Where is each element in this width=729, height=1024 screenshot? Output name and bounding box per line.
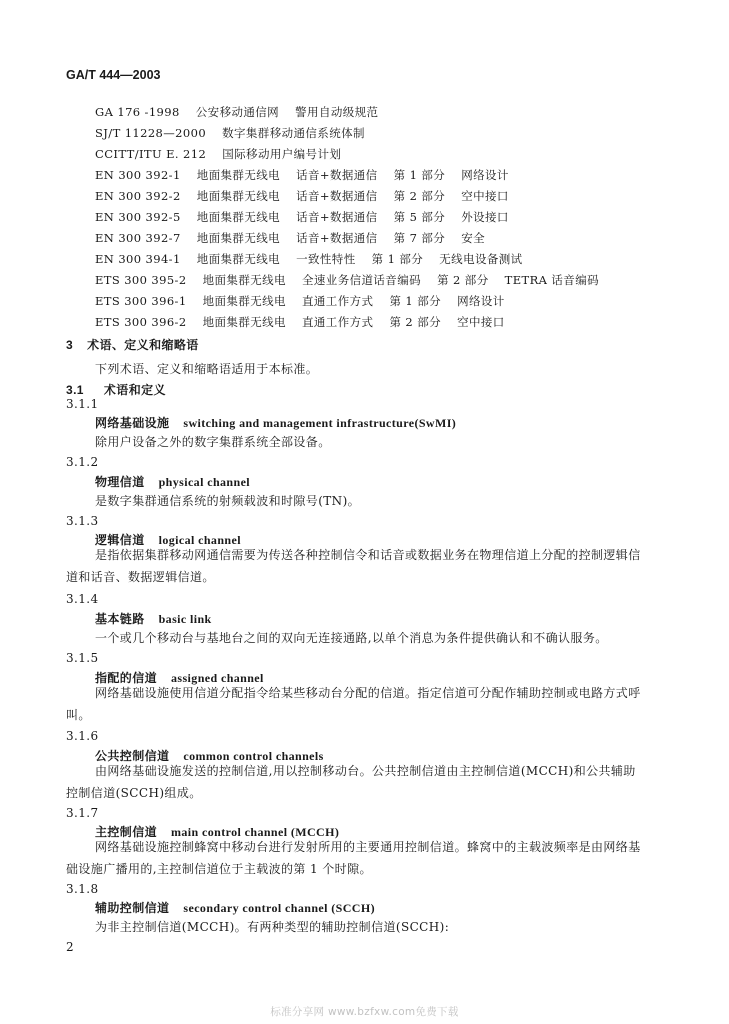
reference-title: 地面集群无线电 [196, 210, 281, 224]
term-definition: 为非主控制信道(MCCH)。有两种类型的辅助控制信道(SCCH): [95, 920, 450, 934]
reference-line [95, 293, 505, 309]
subsection-title: 术语和定义 [103, 383, 166, 397]
reference-title: 地面集群无线电 [196, 231, 281, 245]
term-number: 3.1.7 [66, 806, 99, 820]
reference-title: 无线电设备测试 [439, 252, 523, 266]
reference-line [95, 188, 509, 204]
reference-title: 直通工作方式 [302, 294, 374, 308]
reference-title: 第 2 部分 [393, 189, 446, 203]
term-name-en: main control channel (MCCH) [171, 825, 340, 839]
term-definition: 网络基础设施控制蜂窝中移动台进行发射所用的主要通用控制信道。蜂窝中的主载波频率是由网络基础设施广播用的,主控制信道位于主载波的第 1 个时隙。 [66, 840, 641, 876]
reference-title: 地面集群无线电 [196, 189, 281, 203]
reference-title: 一致性特性 [296, 252, 356, 266]
page-number: 2 [66, 940, 75, 954]
term-name-cn: 公共控制信道 [95, 749, 170, 763]
term-name-cn: 逻辑信道 [95, 533, 145, 547]
section-title: 术语、定义和缩略语 [87, 338, 199, 352]
reference-line [95, 251, 523, 267]
reference-title: 话音+数据通信 [296, 210, 378, 224]
reference-title: 网络设计 [457, 294, 505, 308]
term-definition: 除用户设备之外的数字集群系统全部设备。 [95, 435, 331, 449]
subsection-heading [66, 381, 166, 398]
reference-code: CCITT/ITU E. 212 [95, 147, 207, 161]
reference-title: 地面集群无线电 [202, 273, 286, 287]
term-heading [95, 473, 250, 490]
reference-title: 第 7 部分 [393, 231, 446, 245]
reference-code: ETS 300 396-2 [95, 315, 187, 329]
term-number: 3.1.8 [66, 882, 99, 896]
reference-title: 地面集群无线电 [196, 168, 281, 182]
term-name-cn: 辅助控制信道 [95, 901, 170, 915]
reference-title: 第 2 部分 [437, 273, 489, 287]
reference-title: 第 2 部分 [389, 315, 441, 329]
term-definition: 是数字集群通信系统的射频载波和时隙号(TN)。 [95, 494, 361, 508]
reference-line [95, 230, 485, 246]
reference-line [95, 146, 341, 162]
reference-code: EN 300 392-5 [95, 210, 181, 224]
term-number: 3.1.3 [66, 514, 99, 528]
reference-title: 第 1 部分 [371, 252, 424, 266]
reference-code: ETS 300 396-1 [95, 294, 187, 308]
reference-code: EN 300 392-2 [95, 189, 181, 203]
reference-title: 第 1 部分 [393, 168, 446, 182]
section-intro: 下列术语、定义和缩略语适用于本标准。 [95, 362, 319, 376]
reference-line [95, 314, 505, 330]
reference-title: 第 5 部分 [393, 210, 446, 224]
reference-code: EN 300 392-7 [95, 231, 181, 245]
reference-title: 国际移动用户编号计划 [222, 147, 342, 161]
term-name-en: secondary control channel (SCCH) [183, 901, 375, 915]
reference-title: 安全 [461, 231, 486, 245]
section-number: 3 [66, 338, 74, 352]
reference-title: 警用自动级规范 [295, 105, 379, 119]
reference-title: 空中接口 [457, 315, 505, 329]
reference-title: 全速业务信道话音编码 [302, 273, 421, 287]
term-number: 3.1.2 [66, 455, 99, 469]
term-heading [95, 610, 212, 627]
term-number: 3.1.1 [66, 397, 99, 411]
reference-line [95, 167, 509, 183]
reference-title: 地面集群无线电 [196, 252, 281, 266]
term-number: 3.1.4 [66, 592, 99, 606]
term-name-en: logical channel [158, 533, 241, 547]
reference-title: 话音+数据通信 [296, 168, 378, 182]
term-name-cn: 物理信道 [95, 475, 145, 489]
term-name-cn: 主控制信道 [95, 825, 158, 839]
reference-title: 话音+数据通信 [296, 189, 378, 203]
term-name-cn: 基本链路 [95, 612, 145, 626]
reference-title: 数字集群移动通信系统体制 [222, 126, 365, 140]
term-definition: 一个或几个移动台与基地台之间的双向无连接通路,以单个消息为条件提供确认和不确认服务。 [95, 631, 608, 645]
term-name-cn: 指配的信道 [95, 671, 158, 685]
term-heading [95, 414, 456, 431]
term-name-cn: 网络基础设施 [95, 416, 170, 430]
standard-number: GA/T 444—2003 [66, 68, 161, 82]
reference-title: 地面集群无线电 [202, 294, 286, 308]
reference-code: EN 300 392-1 [95, 168, 181, 182]
reference-title: 地面集群无线电 [202, 315, 286, 329]
reference-line [95, 104, 378, 120]
reference-code: ETS 300 395-2 [95, 273, 187, 287]
reference-code: EN 300 394-1 [95, 252, 181, 266]
term-heading [95, 899, 375, 916]
term-definition: 由网络基础设施发送的控制信道,用以控制移动台。公共控制信道由主控制信道(MCCH)和公共辅助控制信道(SCCH)组成。 [66, 764, 636, 800]
term-definition: 网络基础设施使用信道分配指令给某些移动台分配的信道。指定信道可分配作辅助控制或电路方式呼叫。 [66, 686, 641, 722]
footer-watermark: 标准分享网 www.bzfxw.com免费下载 [270, 1006, 459, 1018]
reference-line [95, 125, 365, 141]
term-name-en: common control channels [183, 749, 324, 763]
reference-code: SJ/T 11228—2000 [95, 126, 207, 140]
term-name-en: basic link [158, 612, 212, 626]
reference-title: TETRA 话音编码 [504, 273, 600, 287]
term-name-en: physical channel [158, 475, 251, 489]
reference-line [95, 272, 599, 288]
reference-title: 外设接口 [461, 210, 509, 224]
subsection-number: 3.1 [66, 383, 84, 397]
term-number: 3.1.5 [66, 651, 99, 665]
term-definition: 是指依据集群移动网通信需要为传送各种控制信令和话音或数据业务在物理信道上分配的控制逻辑信道和话音、数据逻辑信道。 [66, 548, 641, 584]
reference-title: 空中接口 [461, 189, 509, 203]
reference-title: 第 1 部分 [389, 294, 441, 308]
reference-title: 直通工作方式 [302, 315, 374, 329]
section-heading [66, 336, 199, 353]
reference-title: 话音+数据通信 [296, 231, 378, 245]
term-name-en: switching and management infrastructure(SwMI) [183, 416, 457, 430]
term-number: 3.1.6 [66, 729, 99, 743]
term-name-en: assigned channel [171, 671, 264, 685]
reference-title: 网络设计 [461, 168, 509, 182]
reference-line [95, 209, 509, 225]
reference-code: GA 176 -1998 [95, 105, 180, 119]
reference-title: 公安移动通信网 [195, 105, 280, 119]
